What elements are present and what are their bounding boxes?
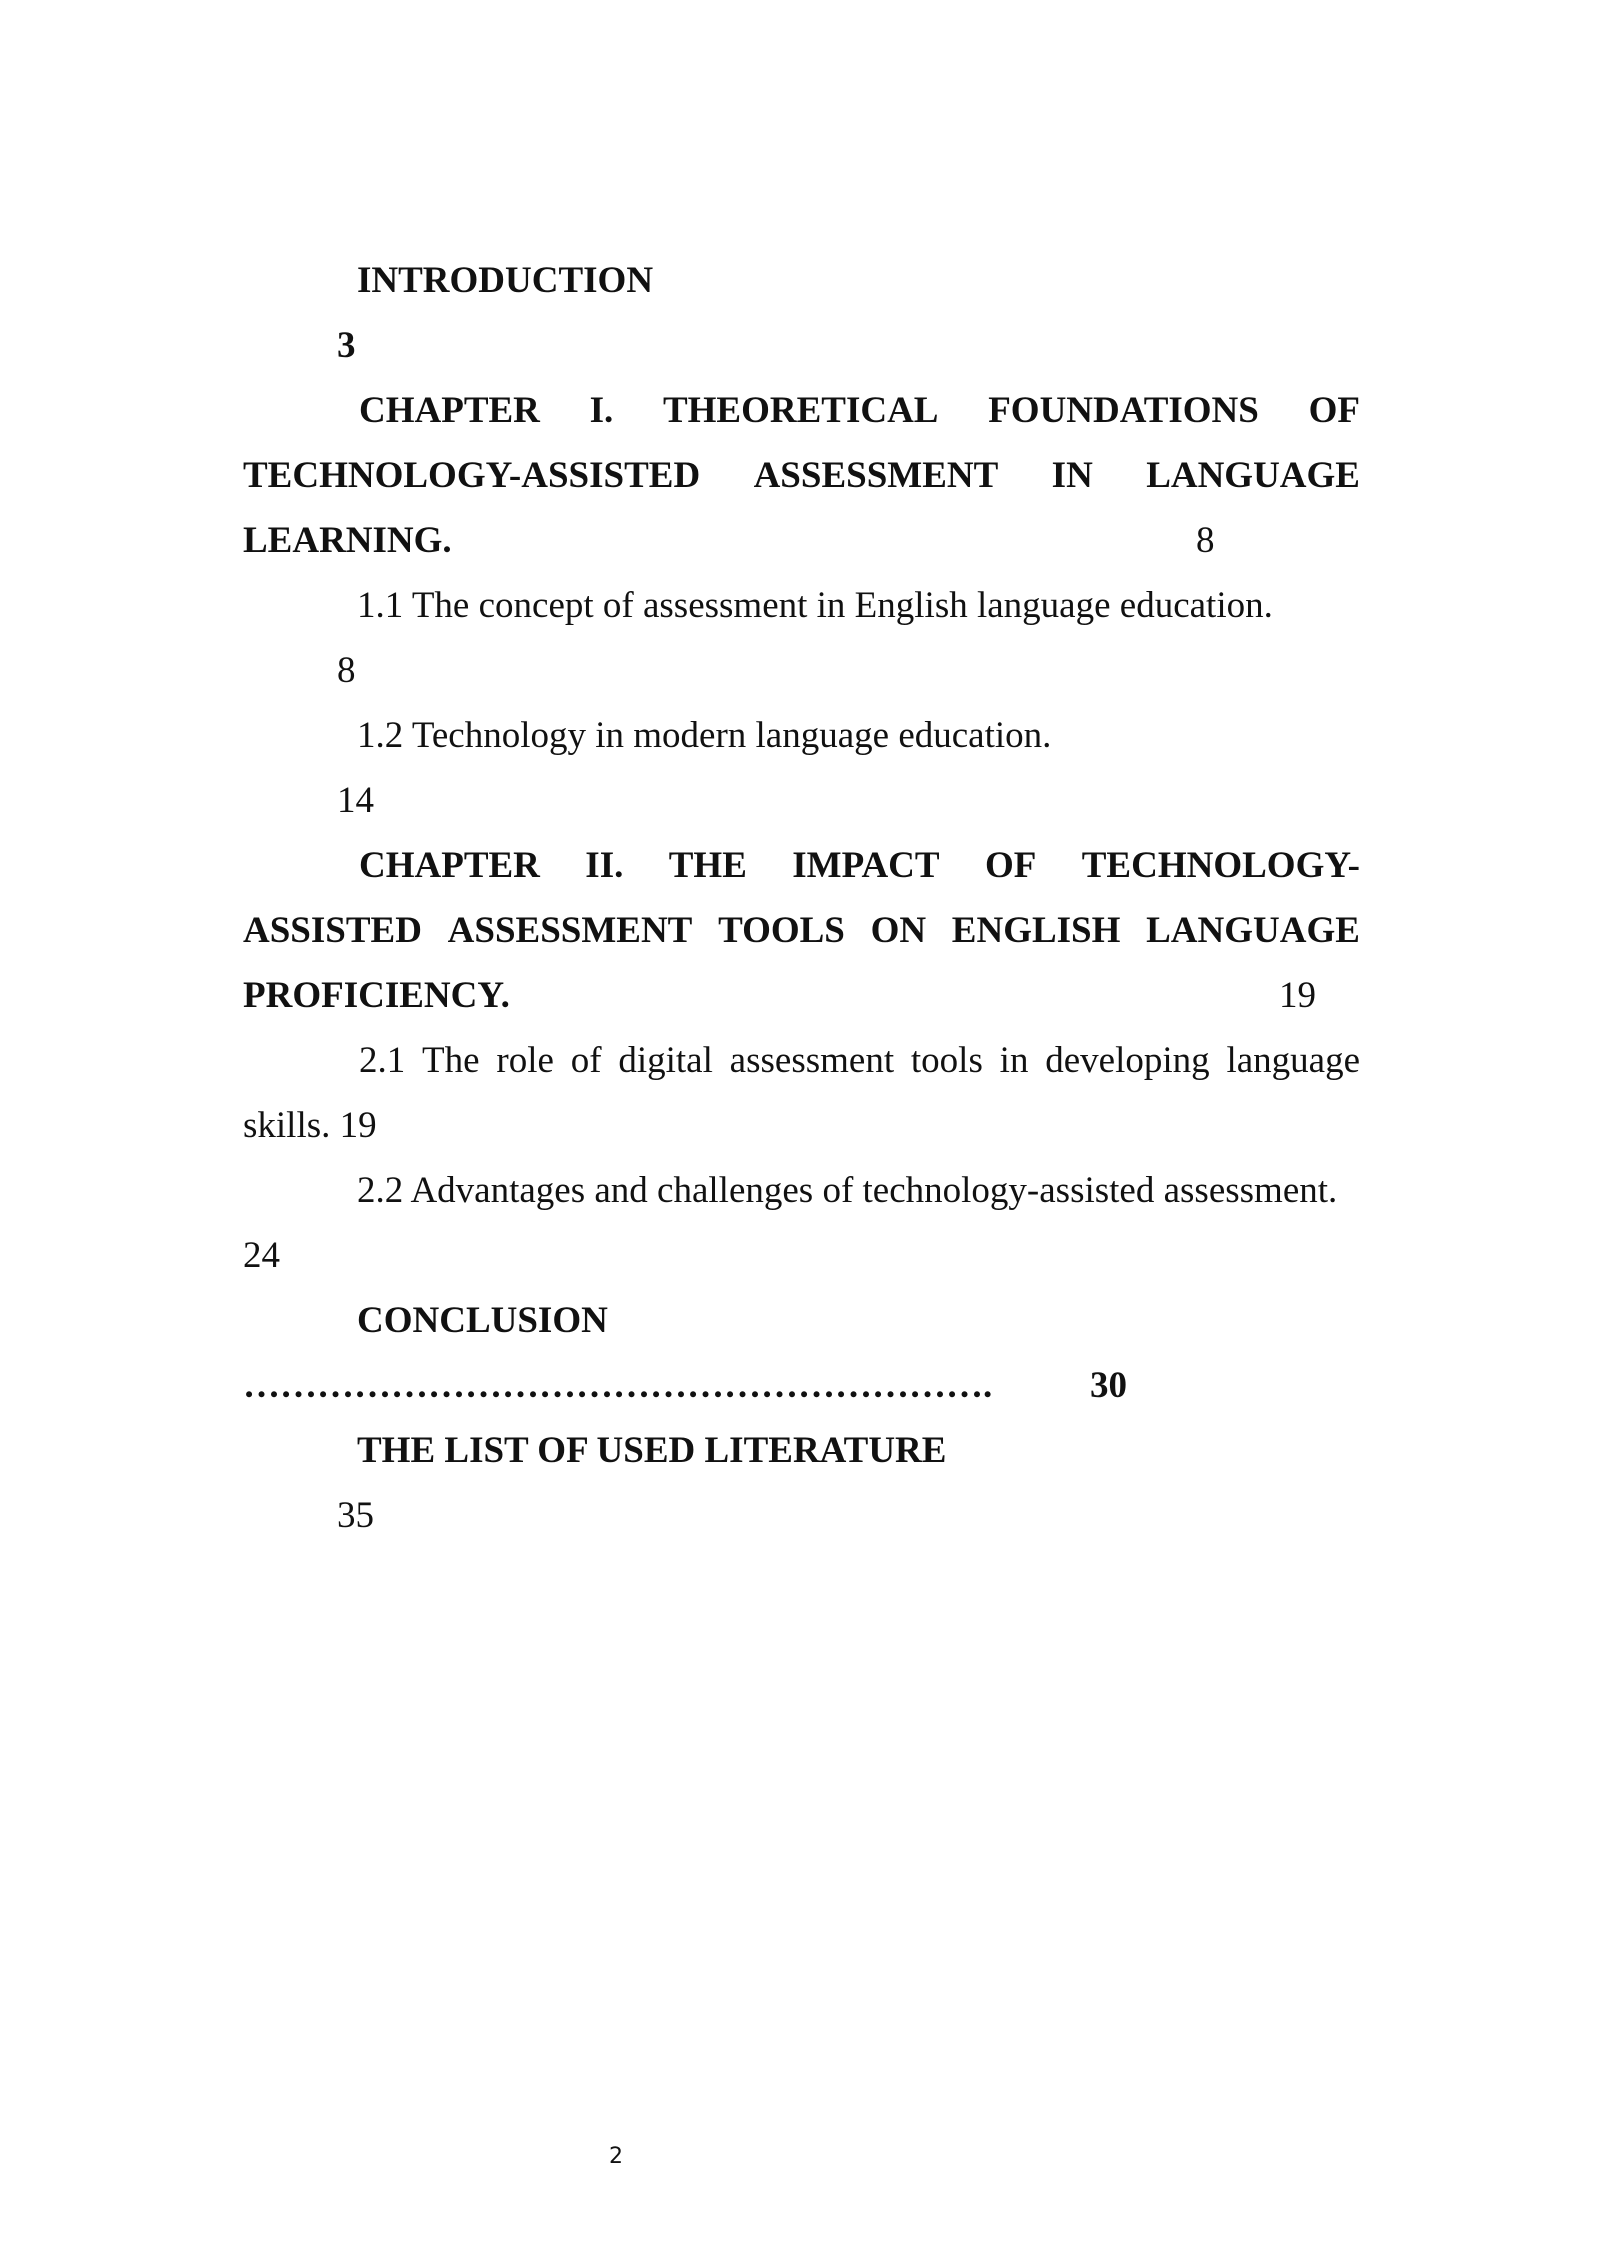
toc-section-1-2-title: 1.2 Technology in modern language education. (357, 715, 1052, 756)
toc-chapter1-word: ASSESSMENT (753, 455, 999, 496)
toc-chapter2-word: ASSESSMENT (447, 910, 693, 951)
toc-chapter2-word: ASSISTED (243, 910, 422, 951)
toc-literature-title: THE LIST OF USED LITERATURE (357, 1430, 947, 1471)
toc-chapter1-word: THEORETICAL (662, 390, 939, 431)
toc-section-2-1-word: language (1226, 1040, 1360, 1081)
toc-chapter2-word: CHAPTER (359, 845, 540, 886)
toc-chapter2-word: TOOLS (718, 910, 845, 951)
toc-chapter2-line2 (243, 909, 1360, 953)
toc-conclusion-page: 30 (1090, 1365, 1127, 1406)
toc-section-2-1-word: developing (1045, 1040, 1210, 1081)
toc-section-2-1-word: tools (910, 1040, 983, 1081)
toc-section-2-1-word: assessment (729, 1040, 895, 1081)
toc-conclusion-leader: ……………………………………………………. (243, 1365, 993, 1406)
toc-chapter1-word: CHAPTER (359, 390, 540, 431)
toc-section-2-1-line2: skills. 19 (243, 1105, 377, 1146)
footer-page-number: 2 (609, 2144, 623, 2169)
toc-section-1-2-page: 14 (337, 780, 374, 821)
toc-chapter2-word: ENGLISH (951, 910, 1121, 951)
toc-chapter2-line1 (359, 844, 1360, 888)
toc-chapter2-word: THE (668, 845, 747, 886)
toc-section-2-1-word: in (999, 1040, 1029, 1081)
toc-chapter1-word: TECHNOLOGY-ASSISTED (243, 455, 701, 496)
toc-chapter1-word: OF (1308, 390, 1360, 431)
toc-chapter2-line3: PROFICIENCY. (243, 975, 510, 1016)
toc-chapter1-word: IN (1051, 455, 1093, 496)
toc-section-2-2-page: 24 (243, 1235, 280, 1276)
toc-section-1-1-page: 8 (337, 650, 356, 691)
toc-chapter1-word: LANGUAGE (1146, 455, 1360, 496)
toc-chapter1-word: FOUNDATIONS (988, 390, 1259, 431)
toc-section-2-1-word: of (570, 1040, 602, 1081)
toc-introduction-page: 3 (337, 325, 356, 366)
toc-literature-page: 35 (337, 1495, 374, 1536)
toc-introduction-title: INTRODUCTION (357, 260, 654, 301)
toc-chapter1-line3: LEARNING. (243, 520, 452, 561)
toc-section-2-1-line1 (359, 1039, 1360, 1083)
toc-chapter2-word: ON (870, 910, 927, 951)
toc-chapter2-word: IMPACT (792, 845, 940, 886)
toc-chapter2-word: TECHNOLOGY- (1081, 845, 1360, 886)
toc-section-2-1-word: digital (618, 1040, 713, 1081)
toc-chapter2-word: II. (585, 845, 624, 886)
toc-chapter2-word: LANGUAGE (1146, 910, 1360, 951)
toc-section-2-2-title: 2.2 Advantages and challenges of technology-assisted assessment. (357, 1170, 1338, 1211)
toc-section-2-1-word: The (422, 1040, 480, 1081)
toc-chapter1-page: 8 (1196, 520, 1215, 561)
toc-chapter1-line1 (359, 389, 1360, 433)
toc-chapter2-page: 19 (1279, 975, 1316, 1016)
toc-chapter2-word: OF (984, 845, 1037, 886)
toc-conclusion-title: CONCLUSION (357, 1300, 608, 1341)
toc-section-2-1-word: role (496, 1040, 554, 1081)
toc-chapter1-line2 (243, 454, 1360, 498)
toc-section-2-1-word: 2.1 (359, 1040, 406, 1081)
toc-chapter1-word: I. (589, 390, 614, 431)
toc-section-1-1-title: 1.1 The concept of assessment in English language education. (357, 585, 1273, 626)
